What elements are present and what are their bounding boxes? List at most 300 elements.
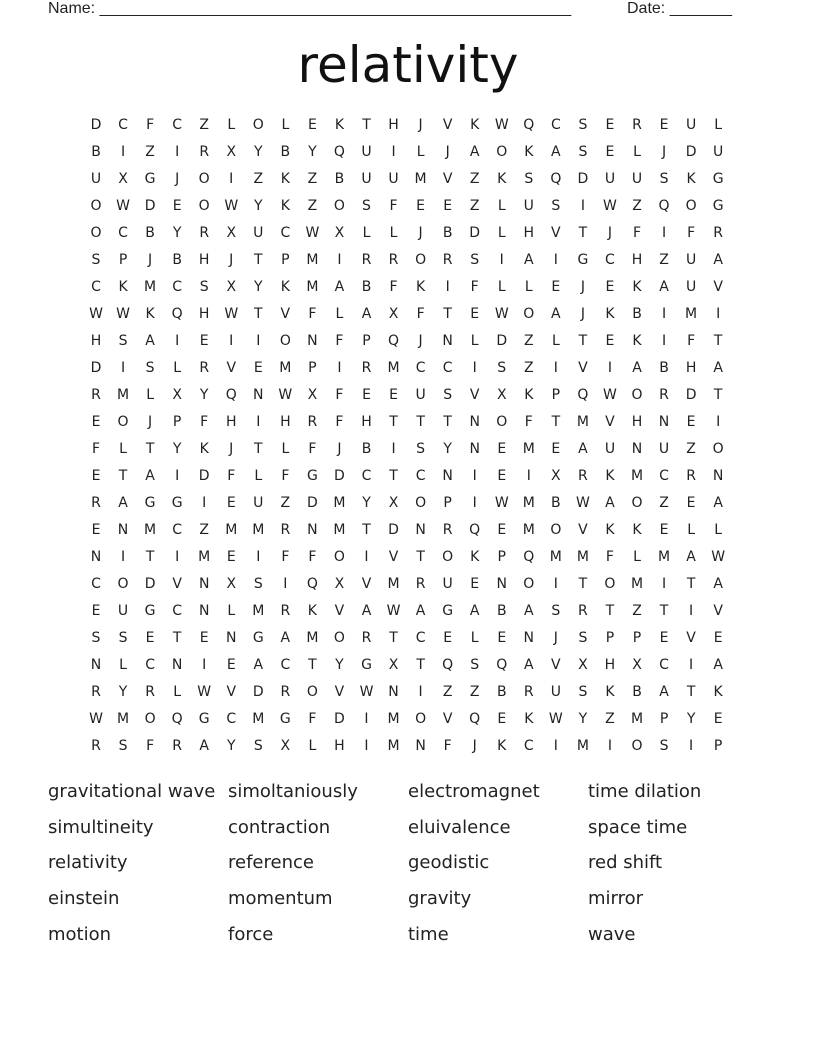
grid-letter: X [334, 576, 345, 592]
grid-letter: K [524, 387, 534, 403]
grid-letter: A [253, 657, 264, 673]
word-list-item: gravity [408, 888, 472, 910]
grid-row [83, 652, 743, 679]
grid-letter: O [252, 117, 264, 133]
grid-letter: L [119, 441, 127, 457]
grid-letter: Y [578, 711, 588, 727]
grid-letter: U [253, 225, 264, 241]
grid-letter: D [90, 117, 102, 133]
grid-letter: Z [659, 495, 669, 511]
grid-letter: R [172, 738, 182, 754]
grid-letter: J [445, 144, 450, 160]
grid-letter: G [442, 603, 454, 619]
grid-letter: L [173, 684, 182, 700]
grid-letter: H [631, 252, 643, 268]
grid-letter: S [91, 252, 101, 268]
grid-letter: H [198, 252, 210, 268]
grid-letter: R [361, 630, 372, 646]
grid-letter: D [334, 711, 345, 727]
grid-letter: E [497, 468, 507, 484]
grid-letter: S [578, 144, 588, 160]
grid-letter: J [472, 738, 477, 754]
grid-letter: F [416, 306, 425, 322]
grid-letter: O [90, 198, 102, 214]
grid-letter: L [687, 522, 695, 538]
grid-letter: N [90, 549, 102, 565]
grid-letter: M [117, 711, 130, 727]
grid-letter: Q [523, 117, 535, 133]
grid-letter: Q [577, 387, 589, 403]
grid-letter: T [118, 468, 128, 484]
grid-letter: X [226, 144, 237, 160]
grid-letter: P [713, 738, 723, 754]
grid-letter: Z [253, 171, 264, 187]
grid-letter: S [524, 171, 534, 187]
grid-letter: D [252, 684, 264, 700]
header [48, 0, 748, 20]
grid-letter: U [442, 576, 453, 592]
word-list-item: time dilation [588, 781, 702, 802]
grid-letter: W [548, 711, 563, 727]
grid-letter: G [279, 711, 291, 727]
grid-letter: O [631, 387, 643, 403]
grid-letter: J [418, 225, 423, 241]
grid-letter: C [415, 360, 426, 376]
grid-letter: A [551, 306, 561, 322]
grid-letter: X [280, 738, 291, 754]
grid-letter: S [91, 630, 101, 646]
grid-letter: J [418, 333, 423, 349]
grid-letter: I [175, 549, 180, 565]
grid-letter: I [229, 171, 234, 187]
grid-letter: C [91, 576, 101, 592]
grid-letter: I [553, 360, 558, 376]
grid-letter: K [470, 117, 480, 133]
grid-letter: J [229, 441, 234, 457]
grid-letter: N [712, 468, 724, 484]
grid-letter: I [689, 603, 694, 619]
grid-letter: M [387, 738, 400, 754]
grid-letter: G [252, 630, 264, 646]
grid-letter: W [603, 387, 617, 403]
grid-letter: G [361, 657, 372, 673]
grid-letter: C [415, 468, 426, 484]
grid-letter: T [443, 306, 452, 322]
grid-letter: S [362, 198, 371, 214]
grid-letter: R [145, 684, 155, 700]
grid-letter: L [362, 225, 371, 241]
grid-letter: W [711, 549, 726, 565]
grid-letter: J [553, 630, 558, 646]
grid-letter: V [605, 414, 615, 430]
grid-letter: C [550, 117, 561, 133]
grid-row [83, 436, 743, 463]
grid-letter: D [144, 576, 156, 592]
grid-letter: H [198, 306, 210, 322]
grid-letter: W [116, 306, 130, 322]
grid-letter: G [712, 171, 724, 187]
grid-letter: X [118, 171, 128, 187]
grid-row [83, 220, 743, 247]
grid-letter: E [253, 360, 263, 376]
word-list-item: geodistic [408, 852, 490, 874]
grid-letter: B [496, 684, 507, 700]
word-list-item: electromagnet [408, 781, 540, 802]
grid-letter: I [256, 333, 261, 349]
grid-letter: X [388, 495, 399, 511]
grid-letter: X [551, 468, 561, 484]
grid-letter: O [496, 414, 508, 430]
grid-letter: Q [550, 171, 562, 187]
grid-letter: T [713, 387, 723, 403]
grid-letter: N [415, 522, 426, 538]
grid-letter: S [551, 198, 561, 214]
grid-letter: S [578, 117, 588, 133]
grid-letter: T [362, 522, 371, 538]
grid-letter: T [172, 630, 182, 646]
grid-letter: O [117, 414, 129, 430]
grid-letter: T [308, 657, 317, 673]
grid-letter: Y [254, 144, 263, 160]
grid-letter: Z [469, 198, 480, 214]
grid-letter: F [308, 549, 317, 565]
grid-letter: E [497, 522, 507, 538]
grid-letter: F [146, 117, 155, 133]
grid-letter: E [91, 522, 101, 538]
grid-letter: M [576, 549, 589, 565]
grid-letter: R [659, 387, 669, 403]
word-list-item: red shift [588, 852, 663, 874]
grid-letter: T [389, 630, 398, 646]
grid-letter: K [605, 684, 615, 700]
grid-letter: N [90, 657, 102, 673]
grid-letter: S [118, 630, 128, 646]
grid-letter: M [549, 549, 562, 565]
grid-letter: A [524, 603, 534, 619]
grid-letter: I [391, 144, 396, 160]
grid-letter: I [364, 711, 369, 727]
date-field-label: Date: _______ [627, 0, 732, 17]
grid-letter: M [333, 495, 346, 511]
grid-letter: K [416, 279, 426, 295]
grid-letter: Q [171, 306, 183, 322]
grid-letter: Y [686, 711, 696, 727]
grid-letter: H [604, 657, 616, 673]
grid-letter: V [388, 549, 399, 565]
grid-letter: D [469, 225, 481, 241]
grid-letter: D [198, 468, 210, 484]
grid-letter: X [226, 576, 237, 592]
grid-letter: I [661, 306, 667, 322]
grid-letter: R [523, 684, 534, 700]
grid-letter: P [308, 360, 317, 376]
grid-letter: Q [442, 657, 454, 673]
grid-row [83, 679, 743, 706]
grid-letter: T [416, 549, 425, 565]
grid-letter: X [307, 387, 318, 403]
grid-letter: S [470, 252, 480, 268]
grid-row [83, 517, 743, 544]
grid-letter: N [415, 738, 426, 754]
grid-letter: W [494, 495, 509, 511]
grid-letter: L [308, 738, 317, 754]
grid-letter: R [91, 495, 101, 511]
grid-letter: S [497, 360, 507, 376]
grid-letter: E [91, 468, 101, 484]
grid-letter: M [306, 630, 319, 646]
grid-letter: C [172, 603, 183, 619]
grid-letter: A [334, 279, 345, 295]
grid-letter: S [659, 738, 669, 754]
grid-letter: R [91, 387, 101, 403]
grid-letter: V [551, 225, 561, 241]
grid-row [83, 301, 743, 328]
grid-letter: I [418, 684, 423, 700]
grid-letter: C [605, 252, 615, 268]
grid-letter: M [198, 549, 211, 565]
grid-letter: M [630, 711, 644, 727]
grid-letter: L [146, 387, 154, 403]
grid-letter: I [553, 252, 558, 268]
grid-letter: L [714, 117, 723, 133]
grid-letter: S [253, 576, 263, 592]
grid-letter: P [443, 495, 452, 511]
grid-letter: A [551, 144, 561, 160]
grid-letter: N [253, 387, 264, 403]
grid-letter: R [361, 252, 372, 268]
grid-letter: M [117, 387, 130, 403]
grid-letter: W [197, 684, 212, 700]
grid-letter: F [443, 738, 452, 754]
grid-letter: X [388, 306, 399, 322]
grid-row [83, 490, 743, 517]
grid-letter: A [713, 252, 723, 268]
word-list-item: force [228, 923, 274, 945]
grid-letter: I [689, 738, 694, 754]
grid-letter: Q [388, 333, 400, 349]
grid-letter: M [252, 603, 265, 619]
grid-letter: R [442, 252, 453, 268]
grid-letter: T [416, 657, 425, 673]
grid-letter: O [685, 198, 697, 214]
grid-letter: E [659, 117, 669, 133]
grid-letter: S [145, 360, 155, 376]
grid-letter: K [713, 684, 723, 700]
grid-letter: K [118, 279, 128, 295]
grid-letter: E [91, 414, 101, 430]
grid-letter: D [685, 144, 697, 160]
grid-letter: O [279, 333, 291, 349]
grid-letter: F [389, 279, 398, 295]
grid-letter: O [631, 495, 643, 511]
grid-letter: E [497, 441, 507, 457]
grid-letter: N [226, 630, 237, 646]
grid-letter: N [631, 441, 643, 457]
grid-letter: V [469, 387, 480, 403]
grid-letter: H [523, 225, 535, 241]
grid-letter: M [387, 576, 400, 592]
grid-letter: A [605, 495, 615, 511]
grid-letter: J [418, 117, 423, 133]
grid-letter: I [661, 576, 667, 592]
grid-letter: I [580, 198, 585, 214]
grid-letter: A [524, 252, 534, 268]
grid-letter: S [416, 441, 426, 457]
grid-letter: S [470, 657, 480, 673]
grid-letter: S [551, 603, 561, 619]
grid-letter: T [145, 441, 155, 457]
grid-letter: W [494, 306, 509, 322]
grid-letter: Q [225, 387, 237, 403]
grid-letter: E [307, 117, 317, 133]
grid-letter: V [551, 657, 561, 673]
grid-letter: M [144, 522, 157, 538]
grid-letter: P [172, 414, 182, 430]
grid-letter: Y [308, 144, 317, 160]
grid-letter: T [713, 333, 723, 349]
grid-row [83, 112, 743, 139]
grid-letter: C [172, 279, 183, 295]
grid-letter: L [281, 117, 290, 133]
grid-row [83, 247, 743, 274]
grid-letter: M [576, 414, 589, 430]
grid-letter: Q [469, 711, 481, 727]
grid-letter: A [713, 657, 723, 673]
grid-letter: E [497, 711, 507, 727]
grid-letter: V [226, 684, 237, 700]
grid-letter: N [171, 657, 183, 673]
grid-letter: J [661, 144, 667, 160]
grid-letter: T [659, 603, 669, 619]
grid-letter: D [90, 360, 102, 376]
grid-letter: Q [658, 198, 670, 214]
grid-letter: L [173, 360, 182, 376]
grid-letter: C [172, 522, 183, 538]
grid-letter: U [604, 171, 616, 187]
word-list-item: simultineity [48, 816, 154, 838]
grid-letter: Q [523, 549, 535, 565]
grid-letter: M [414, 171, 427, 187]
grid-letter: L [497, 225, 506, 241]
grid-letter: Y [335, 657, 344, 673]
grid-letter: Y [118, 684, 128, 700]
grid-letter: Z [199, 117, 209, 133]
grid-letter: K [307, 603, 317, 619]
grid-letter: K [145, 306, 155, 322]
grid-letter: A [659, 684, 669, 700]
grid-letter: M [306, 252, 319, 268]
grid-letter: M [306, 279, 319, 295]
grid-letter: T [686, 684, 696, 700]
grid-letter: F [146, 738, 155, 754]
grid-letter: M [522, 522, 535, 538]
grid-letter: B [442, 225, 453, 241]
grid-letter: F [200, 414, 209, 430]
grid-letter: V [442, 711, 453, 727]
grid-letter: O [198, 198, 210, 214]
grid-letter: Z [659, 252, 669, 268]
grid-letter: W [386, 603, 401, 619]
grid-letter: Z [469, 171, 480, 187]
grid-letter: A [659, 279, 669, 295]
grid-letter: B [496, 603, 507, 619]
word-list-item: motion [48, 923, 112, 945]
grid-letter: I [472, 360, 477, 376]
grid-letter: E [91, 603, 101, 619]
grid-letter: Z [469, 684, 480, 700]
grid-letter: I [202, 495, 207, 511]
grid-letter: K [470, 549, 480, 565]
grid-letter: Y [199, 387, 209, 403]
grid-letter: S [443, 387, 453, 403]
grid-letter: T [254, 252, 263, 268]
grid-letter: Z [686, 441, 696, 457]
grid-letter: T [389, 414, 398, 430]
grid-letter: C [523, 738, 534, 754]
grid-letter: U [117, 603, 129, 619]
grid-letter: J [229, 252, 234, 268]
grid-letter: G [144, 495, 156, 511]
grid-letter: T [578, 225, 588, 241]
grid-letter: M [630, 468, 644, 484]
grid-letter: O [333, 198, 345, 214]
grid-letter: E [389, 387, 398, 403]
grid-letter: O [496, 144, 508, 160]
grid-letter: W [89, 711, 103, 727]
grid-letter: N [198, 576, 210, 592]
grid-letter: R [415, 576, 426, 592]
grid-letter: F [687, 225, 696, 241]
grid-letter: O [631, 738, 643, 754]
grid-letter: N [523, 630, 535, 646]
grid-letter: N [198, 603, 210, 619]
grid-letter: I [175, 144, 180, 160]
grid-letter: B [145, 225, 155, 241]
grid-letter: V [713, 603, 723, 619]
grid-letter: U [388, 171, 399, 187]
grid-letter: F [605, 549, 614, 565]
grid-letter: I [689, 657, 694, 673]
grid-letter: M [658, 549, 671, 565]
grid-letter: O [415, 711, 427, 727]
grid-letter: B [334, 171, 345, 187]
grid-letter: F [281, 549, 290, 565]
grid-letter: J [175, 171, 180, 187]
grid-letter: O [333, 630, 345, 646]
grid-letter: B [280, 144, 291, 160]
grid-letter: A [280, 630, 291, 646]
grid-row [83, 328, 743, 355]
grid-letter: W [224, 198, 239, 214]
grid-letter: G [198, 711, 210, 727]
grid-letter: Z [524, 360, 534, 376]
grid-letter: O [198, 171, 210, 187]
grid-letter: E [497, 630, 507, 646]
grid-letter: X [226, 225, 237, 241]
grid-letter: S [659, 171, 669, 187]
word-list-item: relativity [48, 852, 128, 874]
grid-letter: A [524, 657, 534, 673]
grid-letter: R [91, 738, 101, 754]
grid-letter: D [144, 198, 156, 214]
grid-letter: B [361, 441, 372, 457]
grid-letter: F [308, 306, 317, 322]
grid-letter: Q [333, 144, 345, 160]
grid-letter: S [199, 279, 209, 295]
grid-letter: R [91, 684, 101, 700]
grid-letter: Y [172, 441, 182, 457]
grid-letter: R [199, 360, 210, 376]
